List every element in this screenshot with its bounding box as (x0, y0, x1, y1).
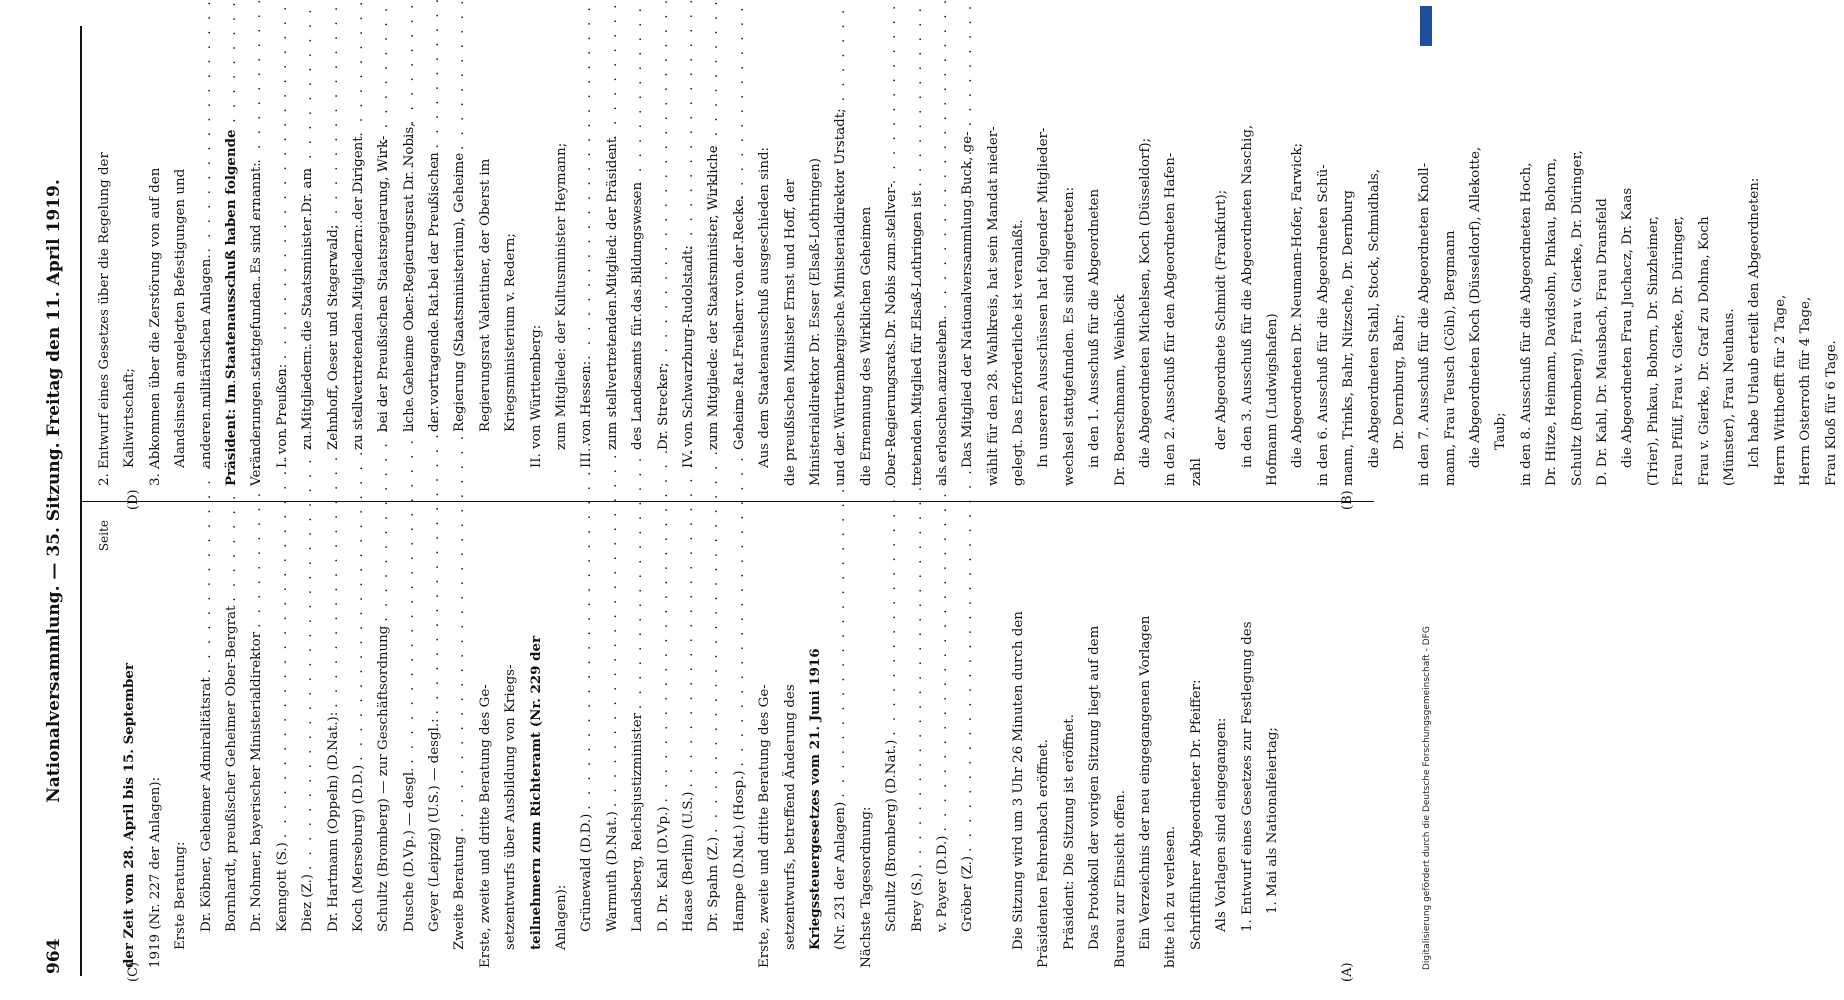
toc-entry-label: Landsberg, Reichsjustizminister (630, 712, 646, 932)
toc-entry-label: Geyer (Leipzig) (U.S.) — desgl.: (427, 718, 443, 932)
text-line: Das Protokoll der vorigen Sitzung liegt auf dem (1087, 625, 1103, 950)
toc-entry-label: Dr. Köbner, Geheimer Admiralitätsrat (198, 677, 214, 932)
text-line: der vortragende Rat bei der Preußischen (427, 152, 443, 432)
text-line: Ein Verzeichnis der neu eingegangenen Vorlagen (1138, 615, 1154, 950)
text-line: 3. Abkommen über die Zerstörung von auf den (147, 167, 163, 486)
text-line: II. von Württemberg: (528, 324, 544, 468)
text-line: zum Mitgliede: der Kultusminister Heymann; (554, 142, 570, 450)
toc-entry (574, 520, 599, 968)
page-number: 964 (44, 938, 64, 974)
text-line: in den 7. Ausschuß für die Abgeordneten Knoll- (1417, 162, 1433, 486)
toc-entry-label: Haase (Berlin) (U.S.) (681, 791, 696, 932)
text-line: Als Vorlagen sind eingegangen: (1214, 717, 1230, 932)
text-line: die Abgeordneten Dr. Neumann-Hofer, Farwick; (1290, 142, 1306, 468)
text-line: setzentwurfs, betreffend Änderung des (782, 684, 798, 950)
toc-entry (244, 520, 269, 968)
text-line: Erste Beratung: (173, 841, 189, 950)
text-line: Geheime Rat Freiherr von der Recke. (731, 194, 747, 450)
text-line: Regierungsrat Valentiner, der Oberst im (477, 158, 493, 432)
text-line: die Abgeordneten Stahl, Stock, Schmidhals, (1366, 168, 1382, 468)
text-line: Nächste Tagesordnung: (858, 806, 874, 968)
text-line: Schriftführer Abgeordneter Dr. Pfeiffer: (1188, 679, 1204, 950)
toc-entry (321, 520, 346, 968)
text-line: der Zeit vom 28. April bis 15. September (121, 663, 138, 968)
text-line: Kaliwirtschaft; (122, 368, 138, 468)
text-line: in den 8. Ausschuß für die Abgeordneten Hoch, (1518, 162, 1534, 486)
text-line: IV. von Schwarzburg-Rudolstadt: (680, 245, 696, 468)
text-line: gelegt. Das Erforderliche ist veranlaßt. (1011, 219, 1027, 486)
right-column (92, 38, 1839, 486)
toc-entry (397, 520, 422, 968)
toc-entry (194, 520, 219, 968)
toc-entry (447, 520, 472, 968)
text-line: zu Mitgliedern: die Staatsminister Dr. am (300, 167, 316, 450)
toc-entry-label: Dusche (D.Vp.) — desgl. (401, 767, 417, 932)
text-line: mann, Trinks, Bahr, Nitzsche, Dr. Dernburg (1341, 190, 1357, 486)
text-line: Aus dem Staatenausschuß ausgeschieden sind: (757, 146, 773, 468)
text-line: 1919 (Nr. 227 der Anlagen): (147, 776, 163, 968)
toc-entry (930, 520, 955, 968)
text-line: I. von Preußen: (274, 363, 290, 468)
text-line: Frau Pfülf, Frau v. Gierke, Dr. Düringer, (1671, 216, 1687, 486)
text-line: Erste, zweite und dritte Beratung des Ge- (757, 684, 773, 968)
text-line: D. Dr. Kahl, Dr. Mausbach, Frau Dransfeld (1595, 198, 1611, 486)
text-line: bitte ich zu verlesen. (1163, 825, 1179, 968)
text-line: Dr. Dernburg, Bahr; (1391, 314, 1407, 450)
text-line: zu stellvertretenden Mitgliedern: der Dirigent (350, 136, 366, 450)
text-line: Frau v. Gierke, Dr. Graf zu Dohna, Koch (1696, 216, 1712, 486)
toc-entry (828, 520, 853, 968)
text-line: die Abgeordneten Frau Juchacz, Dr. Kaas (1620, 187, 1636, 468)
text-line: Präsident: Die Sitzung ist eröffnet. (1061, 714, 1077, 950)
toc-entry (219, 520, 244, 968)
text-line: Erste, zweite und dritte Beratung des Ge- (477, 684, 493, 968)
text-line: Frau Kloß für 6 Tage. (1823, 340, 1839, 486)
margin-mark-b: (B) (1340, 490, 1355, 510)
text-line: Ober-Regierungsrats Dr. Nobis zum stellver- (884, 183, 900, 486)
text-line: des Landesamts für das Bildungswesen (630, 181, 646, 450)
text-line (981, 520, 1006, 968)
toc-entry-label: Bornhardt, preußischer Geheimer Ober-Bergrat (223, 605, 239, 932)
text-line: Herrn Witthoefft für 2 Tage, (1772, 294, 1788, 486)
text-line: Präsident: Im Staatenausschuß haben folgende (222, 129, 239, 486)
toc-entry (270, 520, 295, 968)
text-line: 2. Entwurf eines Gesetzes über die Regelung der (97, 152, 112, 486)
text-line: 1. Entwurf eines Gesetzes zur Festlegung des (1239, 621, 1255, 932)
text-line: Hofmann (Ludwigshafen) (1264, 313, 1280, 486)
toc-entry-label: Gröber (Z.) (960, 855, 976, 932)
page-header (38, 26, 78, 976)
text-line: die Ernennung des Wirklichen Geheimen (858, 206, 874, 486)
text-line: teilnehmern zum Richteramt (Nr. 229 der (527, 635, 544, 950)
text-line: in den 3. Ausschuß für die Abgeordneten Naschig, (1239, 124, 1255, 468)
dfg-logo-icon (1420, 6, 1432, 46)
toc-entry-label: D. Dr. Kahl (D.Vp.) (655, 806, 671, 932)
toc-entry (676, 520, 701, 968)
text-line: der Abgeordnete Schmidt (Frankfurt); (1214, 189, 1230, 450)
text-line: wechsel stattgefunden. Es sind eingetreten: (1061, 186, 1077, 486)
toc-entry-label: Kenngott (S.) (274, 842, 290, 932)
text-line: zahl (1188, 458, 1204, 486)
toc-entry (727, 520, 752, 968)
margin-mark-a: (A) (1340, 962, 1355, 982)
text-line: Alandsinseln angelegten Befestigungen und (173, 168, 189, 468)
toc-entry-label: Diez (Z.) (300, 873, 316, 932)
toc-entry-label: Hampe (D.Nat.) (Hosp.) (731, 770, 747, 932)
text-line: In unseren Ausschüssen hat folgender Mitglieder- (1036, 127, 1052, 468)
toc-entry (905, 520, 930, 968)
text-line: Regierung (Staatsministerium), Geheime (452, 152, 468, 432)
toc-entry-label: Zweite Beratung (452, 836, 468, 950)
toc-entry (371, 520, 396, 968)
text-line: in den 1. Ausschuß für die Abgeordneten (1087, 188, 1103, 468)
toc-entry (625, 520, 650, 968)
toc-entry (879, 520, 904, 968)
toc-entry (600, 520, 625, 968)
margin-mark-d: (D) (126, 489, 141, 510)
toc-entry-label: v. Payer (D.D.) (934, 835, 950, 932)
text-line: Dr. Boerschmann, Weinhöck (1112, 294, 1128, 486)
text-line: Kriegssteuergesetzes vom 21. Juni 1916 (806, 648, 823, 950)
text-line: liche Geheime Ober-Regierungsrat Dr. Nobis, (401, 122, 417, 432)
text-line: Schultz (Bromberg), Frau v. Gierke, Dr. Düringer, (1569, 150, 1585, 486)
toc-entry-label: Warmuth (D.Nat.) (604, 811, 620, 932)
left-column (92, 520, 1362, 968)
text-line: die Abgeordneten Koch (Düsseldorf), Allekotte, (1468, 146, 1484, 468)
toc-entry (701, 520, 726, 968)
margin-mark-c: (C) (126, 961, 141, 982)
text-line: die preußischen Minister Ernst und Hoff, der (782, 179, 798, 486)
text-line: Bureau zur Einsicht offen. (1112, 790, 1128, 968)
toc-entry (955, 520, 980, 968)
text-line: Präsidenten Fehrenbach eröffnet. (1036, 739, 1052, 968)
text-line: die Abgeordneten Michelsen, Koch (Düsseldorf); (1138, 137, 1154, 468)
text-line: mann, Frau Teusch (Cöln), Bergmann (1442, 230, 1458, 486)
credit-text: Digitalisierung gefördert durch die Deutsche Forschungsgemeinschaft - DFG (1422, 626, 1432, 970)
running-title: Nationalversammlung. — 35. Sitzung. Freitag den 11. April 1919. (44, 179, 64, 803)
toc-entry (346, 520, 371, 968)
text-line: als erloschen anzusehen. (934, 315, 950, 486)
text-line: Die Sitzung wird um 3 Uhr 26 Minuten durch den (1011, 611, 1027, 950)
seite-label: Seite (97, 520, 111, 552)
text-line: Ich habe Urlaub erteilt den Abgeordneten: (1747, 177, 1763, 468)
toc-entry-label: (Nr. 231 der Anlagen) (833, 801, 849, 950)
toc-entry (651, 520, 676, 968)
toc-entry-label: Dr. Hartmann (Oppeln) (D.Nat.): (325, 711, 341, 932)
toc-entry-label: Dr. Nohmer, bayerischer Ministerialdirektor (249, 631, 265, 932)
text-line: Anlagen): (554, 884, 570, 950)
toc-entry-label: Dr. Spahn (Z.) (706, 836, 722, 932)
toc-entry-label: Koch (Merseburg) (D.D.) (350, 764, 366, 932)
text-line: Herrn Osterroth für 4 Tage, (1798, 296, 1814, 486)
text-line: III. von Hessen: (579, 360, 595, 468)
text-line: Veränderungen stattgefunden. Es sind ernannt: (249, 162, 265, 486)
text-line: 1. Mai als Nationalfeiertag; (1264, 727, 1280, 914)
text-line: Dr. Hitze, Heimann, Davidsohn, Pinkau, Bohorn, (1544, 157, 1560, 486)
text-line: tretenden Mitglied für Elsaß-Lothringen ist (909, 190, 925, 486)
text-line: zum Mitgliede: der Staatsminister, Wirkliche (706, 145, 722, 450)
toc-entry-label: Grünewald (D.D.) (579, 813, 595, 932)
toc-entry-label: Schultz (Bromberg) (D.Nat.) (884, 739, 900, 932)
text-line: Taub; (1493, 412, 1509, 450)
text-line: Zehnhoff, Oeser und Stegerwald; (325, 224, 341, 450)
text-line: setzentwurfs über Ausbildung von Kriegs- (503, 664, 519, 950)
digitization-credit (1416, 10, 1434, 990)
text-line: Das Mitglied der Nationalversammlung Buck, ge- (960, 131, 976, 468)
toc-entry-label: Schultz (Bromberg) — zur Geschäftsordnung (376, 625, 392, 932)
text-line: bei der Preußischen Staatsregierung, Wirk- (376, 135, 392, 432)
text-line: Dr. Strecker; (655, 362, 671, 450)
toc-entry (422, 520, 447, 968)
text-line: in den 2. Ausschuß für den Abgeordneten Hafen- (1163, 152, 1179, 486)
text-line: Ministerialdirektor Dr. Esser (Elsaß-Lothringen) (807, 158, 823, 486)
text-line: in den 6. Ausschuß für die Abgeordneten Schü- (1315, 164, 1331, 486)
toc-entry-label: Brey (S.) (909, 872, 925, 932)
toc-entry (295, 520, 320, 968)
text-line: wählt für den 28. Wahlkreis, hat sein Mandat nieder- (985, 126, 1001, 486)
text-line: (Münster), Frau Neuhaus. (1722, 308, 1737, 486)
text-line: zum stellvertretenden Mitglied: der Präsident (604, 137, 620, 450)
text-line: und der Württembergische Ministerialdirektor Urstadt; (833, 108, 849, 486)
text-line: anderen militärischen Anlagen. (198, 254, 214, 468)
text-line: Kriegsministerium v. Redern; (503, 233, 519, 432)
text-line: (Trier), Pinkau, Bohorn, Dr. Sinzheimer, (1645, 215, 1661, 486)
